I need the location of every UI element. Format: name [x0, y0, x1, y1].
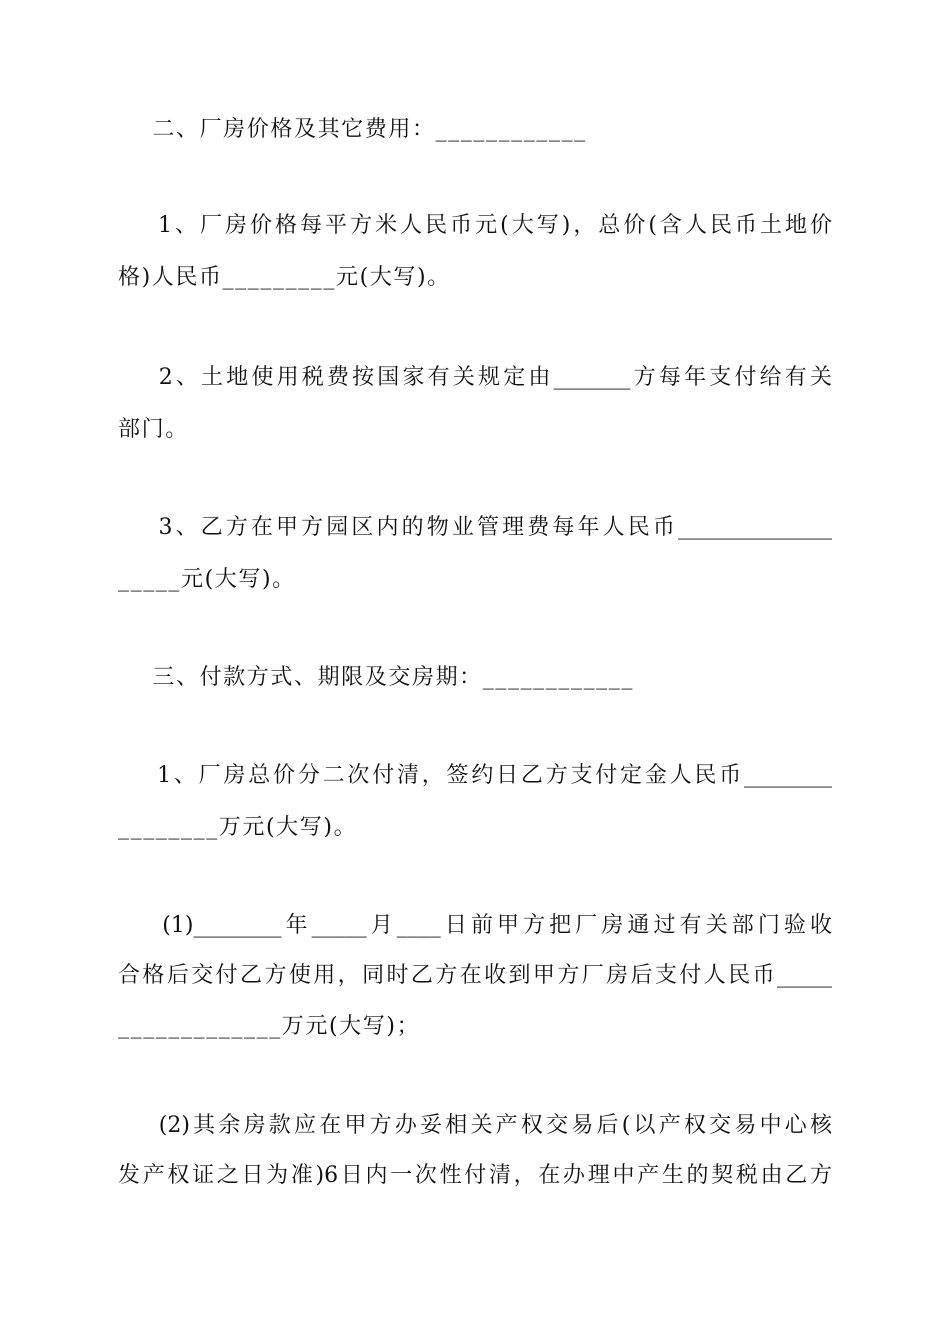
payment-item-1-line-2: 合格后交付乙方使用，同时乙方在收到甲方厂房后支付人民币_____	[118, 963, 832, 988]
clause-1-price-line-2: 格)人民币_________元(大写)。	[118, 265, 451, 290]
clause-2-land-tax-line-2: 部门。	[118, 417, 189, 442]
heading-factory-price: 二、厂房价格及其它费用：____________	[118, 117, 587, 142]
clause-3-property-fee-line-2: _____元(大写)。	[118, 567, 296, 592]
payment-clause-1-line-2: ________万元(大写)。	[118, 815, 358, 840]
payment-item-1-line-3: _____________万元(大写)；	[118, 1014, 421, 1039]
payment-item-1-line-1: (1)________年_____月____日前甲方把厂房通过有关部门验收	[118, 913, 832, 938]
payment-item-2-line-1: (2)其余房款应在甲方办妥相关产权交易后(以产权交易中心核	[118, 1113, 832, 1138]
heading-payment-terms: 三、付款方式、期限及交房期：____________	[118, 665, 634, 690]
payment-clause-1-line-1: 1、厂房总价分二次付清，签约日乙方支付定金人民币________	[118, 763, 832, 788]
clause-1-price-line-1: 1、厂房价格每平方米人民币元(大写)，总价(含人民币土地价	[118, 213, 832, 238]
clause-2-land-tax-line-1: 2、土地使用税费按国家有关规定由_______方每年支付给有关	[118, 365, 832, 390]
clause-3-property-fee-line-1: 3、乙方在甲方园区内的物业管理费每年人民币______________	[118, 515, 832, 540]
payment-item-2-line-2: 发产权证之日为准)6日内一次性付清，在办理中产生的契税由乙方	[118, 1163, 832, 1188]
